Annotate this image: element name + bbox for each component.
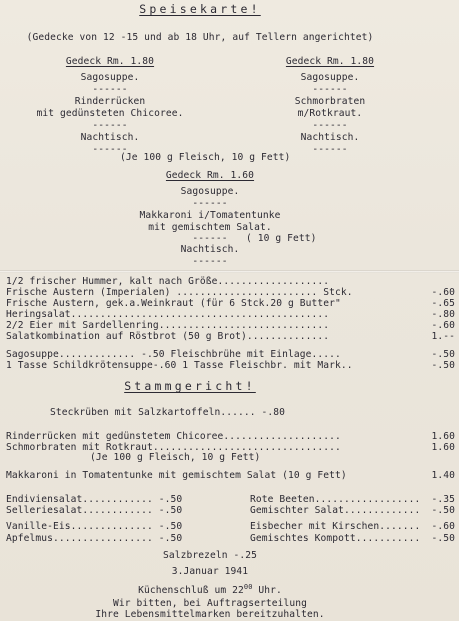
list-item: Gemischtes Kompott........... <box>250 533 421 544</box>
price: -.65 <box>431 298 455 309</box>
divider: ------ <box>92 84 128 95</box>
set-menu-left-main: Rinderrücken <box>74 96 146 107</box>
set-menu-right-main: Schmorbraten <box>294 96 366 107</box>
set-menu-left-side: mit gedünsteten Chicoree. <box>36 108 184 119</box>
divider: ------ <box>192 233 228 244</box>
price: -.60 <box>431 521 455 532</box>
list-item: Schmorbraten mit Rotkraut................................ <box>6 442 341 453</box>
request-line-1: Wir bitten, bei Auftragserteilung <box>113 598 307 609</box>
price: -.60 <box>431 287 455 298</box>
stammgericht-dish: Steckrüben mit Salzkartoffeln...... -.80 <box>50 407 286 418</box>
set-menu-center-dessert: Nachtisch. <box>180 244 240 255</box>
price: -.50 <box>431 360 455 371</box>
divider: ------ <box>312 144 348 155</box>
menu-title: Speisekarte! <box>139 2 261 16</box>
list-item: Rote Beeten.................. <box>250 494 421 505</box>
price: 1.-- <box>431 331 455 342</box>
service-times: (Gedecke von 12 -15 und ab 18 Uhr, auf Tellern angerichtet) <box>26 32 374 43</box>
set-menu-right-title: Gedeck Rm. 1.80 <box>285 56 375 67</box>
list-item: Frische Austern, gek.a.Weinkraut (für 6 Stck.20 g Butter" <box>6 298 341 309</box>
divider: ------ <box>92 144 128 155</box>
set-menu-center-note: ( 10 g Fett) <box>246 233 317 244</box>
set-menu-center-side: mit gemischtem Salat. <box>148 222 272 233</box>
set-menu-center-main: Makkaroni i/Tomatentunke <box>139 210 281 221</box>
divider: ------ <box>312 120 348 131</box>
set-menu-right-dessert: Nachtisch. <box>300 132 360 143</box>
list-item: 2/2 Eier mit Sardellenring............................. <box>6 320 330 331</box>
divider: ------ <box>192 198 228 209</box>
set-menu-left-dessert: Nachtisch. <box>80 132 140 143</box>
list-item: Vanille-Eis.............. -.50 <box>6 521 183 532</box>
set-menu-left-soup: Sagosuppe. <box>80 72 140 83</box>
list-item: Frische Austern (Imperialen) ........................ Stck. <box>6 287 353 298</box>
kitchen-closing: Küchenschluß um $22^{00}$ Uhr. <box>138 583 282 597</box>
set-menu-center-title: Gedeck Rm. 1.60 <box>165 170 255 181</box>
menu-date: 3.Januar 1941 <box>171 566 249 577</box>
list-item: Sagosuppe............. -.50 Fleischbrühe mit Einlage..... <box>6 349 341 360</box>
list-item: Eisbecher mit Kirschen....... <box>250 521 421 532</box>
list-item: Apfelmus................. -.50 <box>6 533 183 544</box>
price: -.35 <box>431 494 455 505</box>
list-item: Salatkombination auf Röstbrot (50 g Brot).............. <box>6 331 330 342</box>
list-item: Makkaroni in Tomatentunke mit gemischtem Salat (10 g Fett) <box>6 470 347 481</box>
divider: ------ <box>92 120 128 131</box>
price: 1.60 <box>431 442 455 453</box>
price: -.50 <box>431 533 455 544</box>
portion-note: (Je 100 g Fleisch, 10 g Fett) <box>120 152 291 163</box>
set-menu-right-side: m/Rotkraut. <box>297 108 363 119</box>
set-menu-center-soup: Sagosuppe. <box>180 186 240 197</box>
list-item: Gemischter Salat............. <box>250 505 421 516</box>
price: -.50 <box>431 349 455 360</box>
list-item: Selleriesalat............ -.50 <box>6 505 183 516</box>
list-item: Endiviensalat............ -.50 <box>6 494 183 505</box>
pretzels-line: Salzbrezeln -.25 <box>162 550 257 561</box>
set-menu-right-soup: Sagosuppe. <box>300 72 360 83</box>
list-item: Rinderrücken mit gedünstetem Chicoree.................... <box>6 431 341 442</box>
list-item: 1 Tasse Schildkrötensuppe-.60 1 Tasse Fleischbr. mit Mark.. <box>6 360 353 371</box>
stammgericht-title: Stammgericht! <box>124 379 256 393</box>
divider: ------ <box>192 256 228 267</box>
portion-note: (Je 100 g Fleisch, 10 g Fett) <box>90 452 261 463</box>
price: 1.60 <box>431 431 455 442</box>
price: 1.40 <box>431 470 455 481</box>
paper-fold <box>0 270 459 273</box>
price: -.80 <box>431 309 455 320</box>
list-item: 1/2 frischer Hummer, kalt nach Größe................... <box>6 276 330 287</box>
price: -.50 <box>431 505 455 516</box>
divider: ------ <box>312 84 348 95</box>
list-item: Heringsalat............................................ <box>6 309 330 320</box>
set-menu-left-title: Gedeck Rm. 1.80 <box>65 56 155 67</box>
price: -.60 <box>431 320 455 331</box>
request-line-2: Ihre Lebensmittelmarken bereitzuhalten. <box>95 609 325 620</box>
